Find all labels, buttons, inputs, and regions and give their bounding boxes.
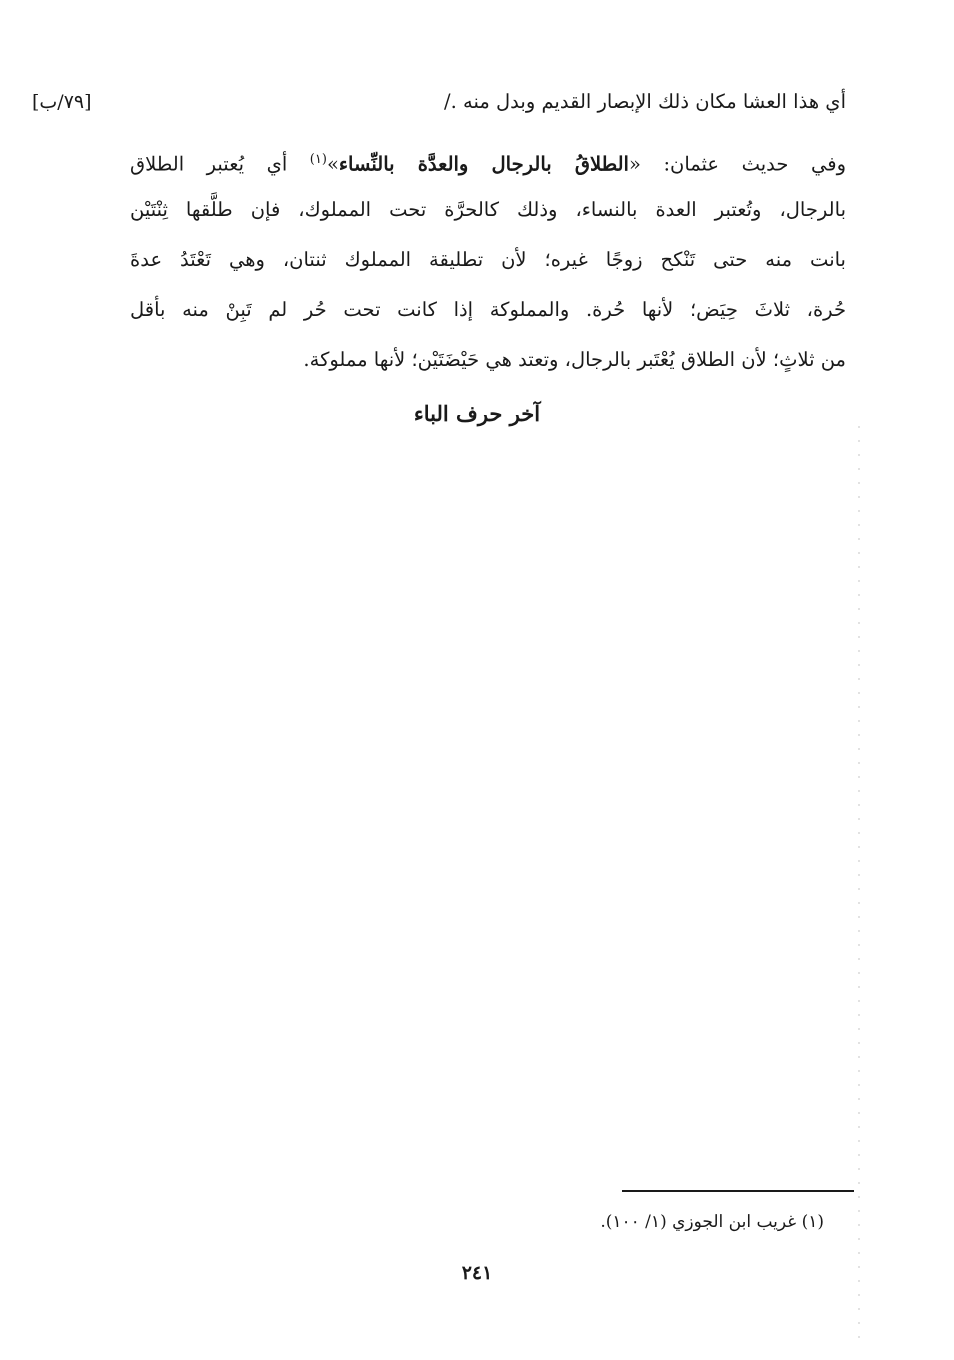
section-end-heading: آخر حرف الباء: [413, 401, 541, 426]
body-line-4: بانت منه حتى تَنْكح زوجًا غيره؛ لأن تطليقة المملوك ثنتان، وهي تَعْتَدُ عدةَ: [130, 248, 846, 271]
scan-artifact-dots: [858, 420, 860, 1340]
footnote-reference[interactable]: (١): [309, 152, 327, 167]
body-line-3: بالرجال، وتُعتبر العدة بالنساء، وذلك كالحرَّة تحت المملوك، فإن طلَّقها ثِنْتَيْن: [130, 198, 846, 221]
header-line: أي هذا العشا مكان ذلك الإبصار القديم وبدل منه ./: [444, 90, 846, 113]
footnote-divider: [622, 1190, 854, 1192]
line2-close: »: [326, 152, 339, 176]
line2-prefix: وفي حديث عثمان: «: [628, 152, 847, 176]
hadith-quote: الطلاقُ بالرجال والعدَّة بالنِّساء: [338, 152, 629, 176]
line2-suffix: أي يُعتبر الطلاق: [130, 152, 310, 176]
body-line-2: [130, 140, 846, 185]
page-number: ٢٤١: [461, 1262, 493, 1284]
folio-marker: [٧٩/ب]: [32, 91, 92, 113]
body-line-6: من ثلاثٍ؛ لأن الطلاق يُعْتَبر بالرجال، وتعتد هي حَيْضَتَيْن؛ لأنها مملوكة.: [303, 348, 846, 371]
footnote-text: (١) غريب ابن الجوزي (١/ ١٠٠).: [600, 1212, 824, 1232]
body-line-5: حُرة، ثلاثَ حِيَض؛ لأنها حُرة. والمملوكة إذا كانت تحت حُر لم تَبِنْ منه بأقل: [130, 298, 846, 321]
